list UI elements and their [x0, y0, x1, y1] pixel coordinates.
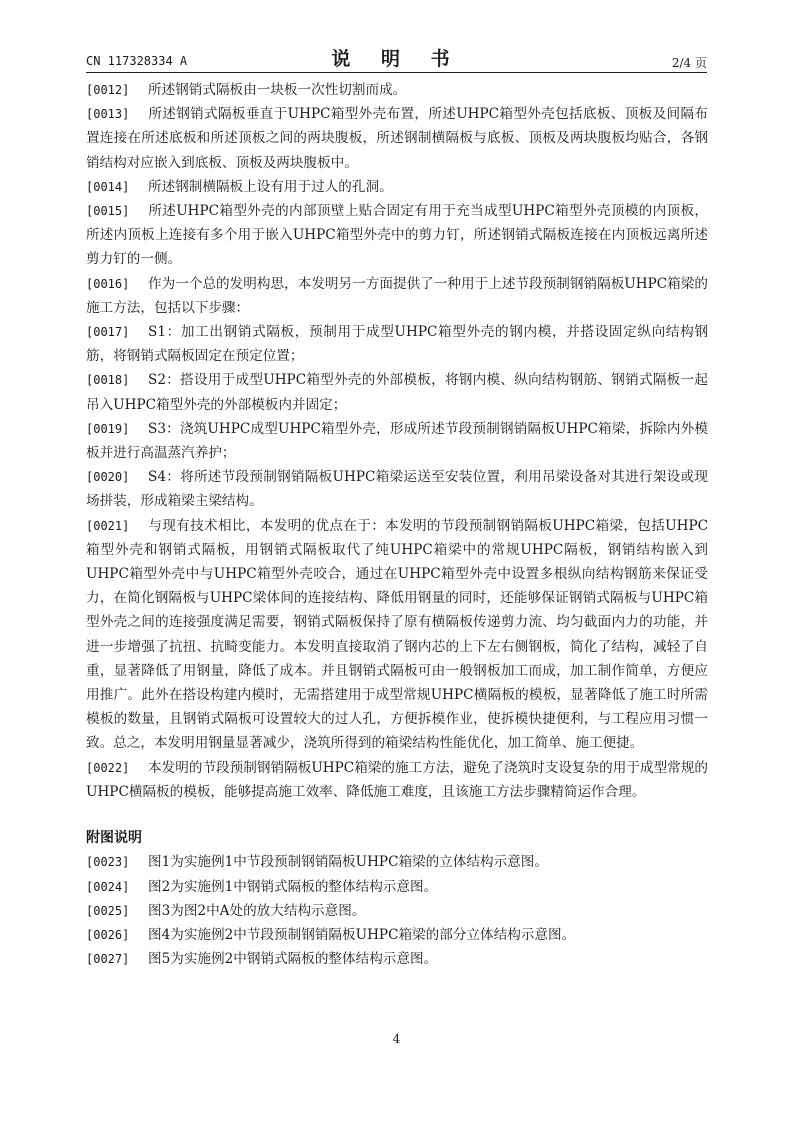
publication-number: CN 117328334 A — [86, 54, 188, 68]
paragraph-number: [0014] — [86, 179, 130, 194]
paragraph-number: [0017] — [86, 325, 130, 340]
page-number: 4 — [392, 1032, 401, 1046]
paragraph — [86, 417, 708, 465]
paragraph — [86, 947, 708, 971]
paragraph-number: [0021] — [86, 518, 130, 533]
paragraph-number: [0013] — [86, 107, 130, 122]
paragraph-number: [0012] — [86, 83, 130, 97]
paragraph-text: S3：浇筑UHPC成型UHPC箱型外壳，形成所述节段预制钢销隔板UHPC箱梁，拆除内外模板并进行高温蒸汽养护； — [86, 420, 708, 462]
paragraph — [86, 199, 708, 272]
paragraph — [86, 850, 708, 874]
figure-description-list — [86, 850, 708, 971]
paragraph-text: 图1为实施例1中节段预制钢销隔板UHPC箱梁的立体结构示意图。 — [148, 854, 548, 871]
paragraph-number: [0018] — [86, 373, 130, 388]
page-header — [86, 44, 707, 73]
paragraph-text: 所述UHPC箱型外壳的内部顶壁上贴合固定有用于充当成型UHPC箱型外壳顶模的内顶板，所述内顶板上连接有多个用于嵌入UHPC箱型外壳中的剪力钉，所述钢销式隔板连接在内顶板远离所述剪力钉的一侧。 — [86, 203, 708, 268]
paragraph-text: 本发明的节段预制钢销隔板UHPC箱梁的施工方法，避免了浇筑时支设复杂的用于成型常规的UHPC横隔板的模板，能够提高施工效率、降低施工难度，且该施工方法步骤精简运作合理。 — [86, 759, 708, 800]
paragraph — [86, 514, 708, 756]
paragraph-number: [0026] — [86, 927, 130, 942]
paragraph-text: 作为一个总的发明构思，本发明另一方面提供了一种用于上述节段预制钢销隔板UHPC箱梁的施工方法，包括以下步骤： — [86, 275, 708, 316]
paragraph-number: [0019] — [86, 421, 130, 436]
paragraph — [86, 368, 708, 416]
paragraph-number: [0015] — [86, 204, 130, 219]
paragraph — [86, 465, 708, 513]
paragraph-text: 图4为实施例2中节段预制钢销隔板UHPC箱梁的部分立体结构示意图。 — [148, 926, 576, 943]
paragraph — [86, 923, 708, 947]
paragraph — [86, 875, 708, 899]
paragraph-text: 图3为图2中A处的放大结构示意图。 — [148, 902, 366, 919]
paragraph-number: [0020] — [86, 470, 130, 485]
paragraph-text: S4：将所述节段预制钢销隔板UHPC箱梁运送至安装位置，利用吊梁设备对其进行架设或现场拼装，形成箱梁主梁结构。 — [86, 469, 708, 510]
paragraph-text: 图5为实施例2中钢销式隔板的整体结构示意图。 — [148, 951, 438, 968]
paragraph-text: 图2为实施例1中钢销式隔板的整体结构示意图。 — [148, 878, 438, 895]
page-indicator: 2/4 页 — [671, 56, 707, 70]
paragraph — [86, 320, 708, 368]
paragraph-text: 与现有技术相比，本发明的优点在于：本发明的节段预制钢销隔板UHPC箱梁，包括UHPC箱型外壳和钢销式隔板，用钢销式隔板取代了纯UHPC箱梁中的常规UHPC隔板，钢销结构嵌入到UHPC箱型外壳中与UHPC箱型外壳咬合，通过在UHPC箱型外壳中设置多根纵向结构钢筋来保证受力，在简化钢隔板与UHPC梁体间的连接结构、降低用钢量的同时，还能够保证钢销式隔板与UHPC箱型外壳之间的连接强度满足需要，钢销式隔板保持了原有横隔板传递剪力流、均匀截面内力的功能，并进一步增强了抗扭、抗畸变能力。本发明直接取消了钢内芯的上下左右侧钢板，简化了结构，减轻了自重，显著降低了用钢量，降低了成本。并且钢销式隔板可由一般钢板加工而成，加工制作简单，方便应用推广。此外在搭设构建内模时，无需搭建用于成型常规UHPC横隔板的模板，显著降低了施工时所需模板的数量，且钢销式隔板可设置较大的过人孔，方便拆模作业，使拆模快捷便利，与工程应用习惯一致。总之，本发明用钢量显著减少，浇筑所得到的箱梁结构性能优化，加工简单、施工便捷。 — [86, 517, 708, 752]
document-title: 说 明 书 — [331, 48, 462, 70]
paragraph-number: [0022] — [86, 760, 130, 775]
paragraph-number: [0024] — [86, 879, 130, 894]
paragraph-text: S1：加工出钢销式隔板，预制用于成型UHPC箱型外壳的钢内模，并搭设固定纵向结构钢筋，将钢销式隔板固定在预定位置； — [86, 324, 708, 365]
paragraph-text: 所述钢制横隔板上设有用于过人的孔洞。 — [148, 178, 393, 195]
paragraph-number: [0023] — [86, 855, 130, 870]
paragraph — [86, 899, 708, 923]
paragraph-text: 所述钢销式隔板垂直于UHPC箱型外壳布置，所述UHPC箱型外壳包括底板、顶板及间隔布置连接在所述底板和所述顶板之间的两块腹板，所述钢制横隔板与底板、顶板及两块腹板均贴合，各钢销结构对应嵌入到底板、顶板及两块腹板中。 — [86, 106, 708, 171]
paragraph-text: S2：搭设用于成型UHPC箱型外壳的外部模板，将钢内模、纵向结构钢筋、钢销式隔板一起吊入UHPC箱型外壳的外部模板内并固定； — [86, 372, 708, 413]
paragraph-number: [0016] — [86, 276, 130, 291]
document-body — [86, 78, 708, 971]
paragraph-text: 所述钢销式隔板由一块板一次性切割而成。 — [148, 82, 407, 98]
section-title: 附图说明 — [86, 830, 142, 847]
paragraph — [86, 175, 708, 199]
paragraph-number: [0025] — [86, 903, 130, 918]
paragraph-list — [86, 78, 708, 804]
paragraph — [86, 756, 708, 804]
paragraph — [86, 272, 708, 320]
paragraph-number: [0027] — [86, 952, 130, 967]
paragraph — [86, 78, 708, 102]
paragraph — [86, 102, 708, 175]
